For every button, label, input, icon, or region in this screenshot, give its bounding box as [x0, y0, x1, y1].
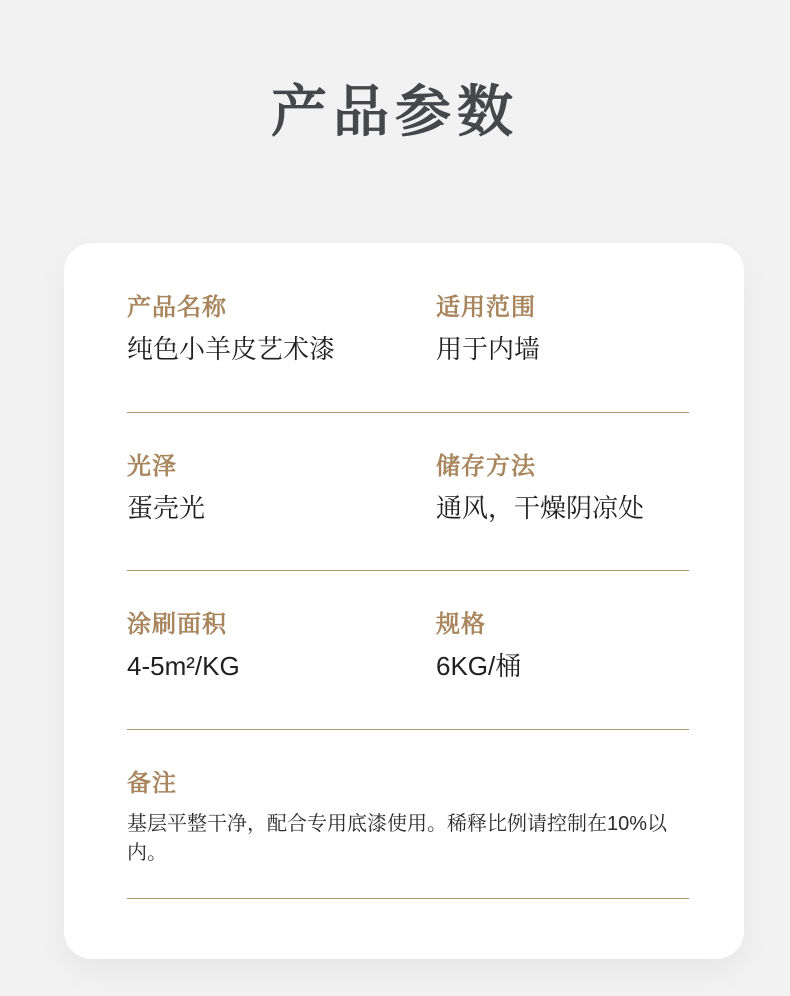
divider	[127, 570, 689, 571]
param-row-2	[127, 452, 689, 523]
param-row-1	[127, 296, 689, 364]
param-label-product-name: 产品名称	[127, 294, 227, 321]
param-storage	[436, 452, 689, 523]
param-value-coverage: 4-5m²/KG	[127, 651, 240, 682]
param-product-name	[127, 296, 436, 364]
param-value-gloss: 蛋壳光	[127, 492, 206, 523]
param-value-apply-range: 用于内墙	[436, 334, 541, 364]
param-label-storage: 储存方法	[436, 452, 536, 480]
param-value-product-name: 纯色小羊皮艺术漆	[127, 334, 336, 364]
param-label-coverage: 涂刷面积	[127, 611, 227, 639]
param-label-apply-range: 适用范围	[436, 294, 536, 321]
divider	[127, 412, 689, 413]
page-title: 产品参数	[271, 80, 519, 143]
note-text: 基层平整干净，配合专用底漆使用。稀释比例请控制在10%以内。	[127, 812, 668, 864]
note-label: 备注	[127, 769, 177, 797]
param-label-gloss: 光泽	[127, 452, 177, 480]
param-row-3	[127, 613, 689, 681]
param-spec	[436, 613, 689, 681]
divider	[127, 898, 689, 899]
param-label-spec: 规格	[436, 611, 486, 639]
divider	[127, 729, 689, 730]
param-coverage	[127, 613, 436, 681]
note-section	[127, 769, 689, 868]
param-gloss	[127, 452, 436, 523]
param-value-storage: 通风，干燥阴凉处	[436, 492, 645, 523]
param-apply-range	[436, 296, 689, 364]
product-params-card	[64, 243, 744, 959]
param-value-spec: 6KG/桶	[436, 651, 522, 682]
